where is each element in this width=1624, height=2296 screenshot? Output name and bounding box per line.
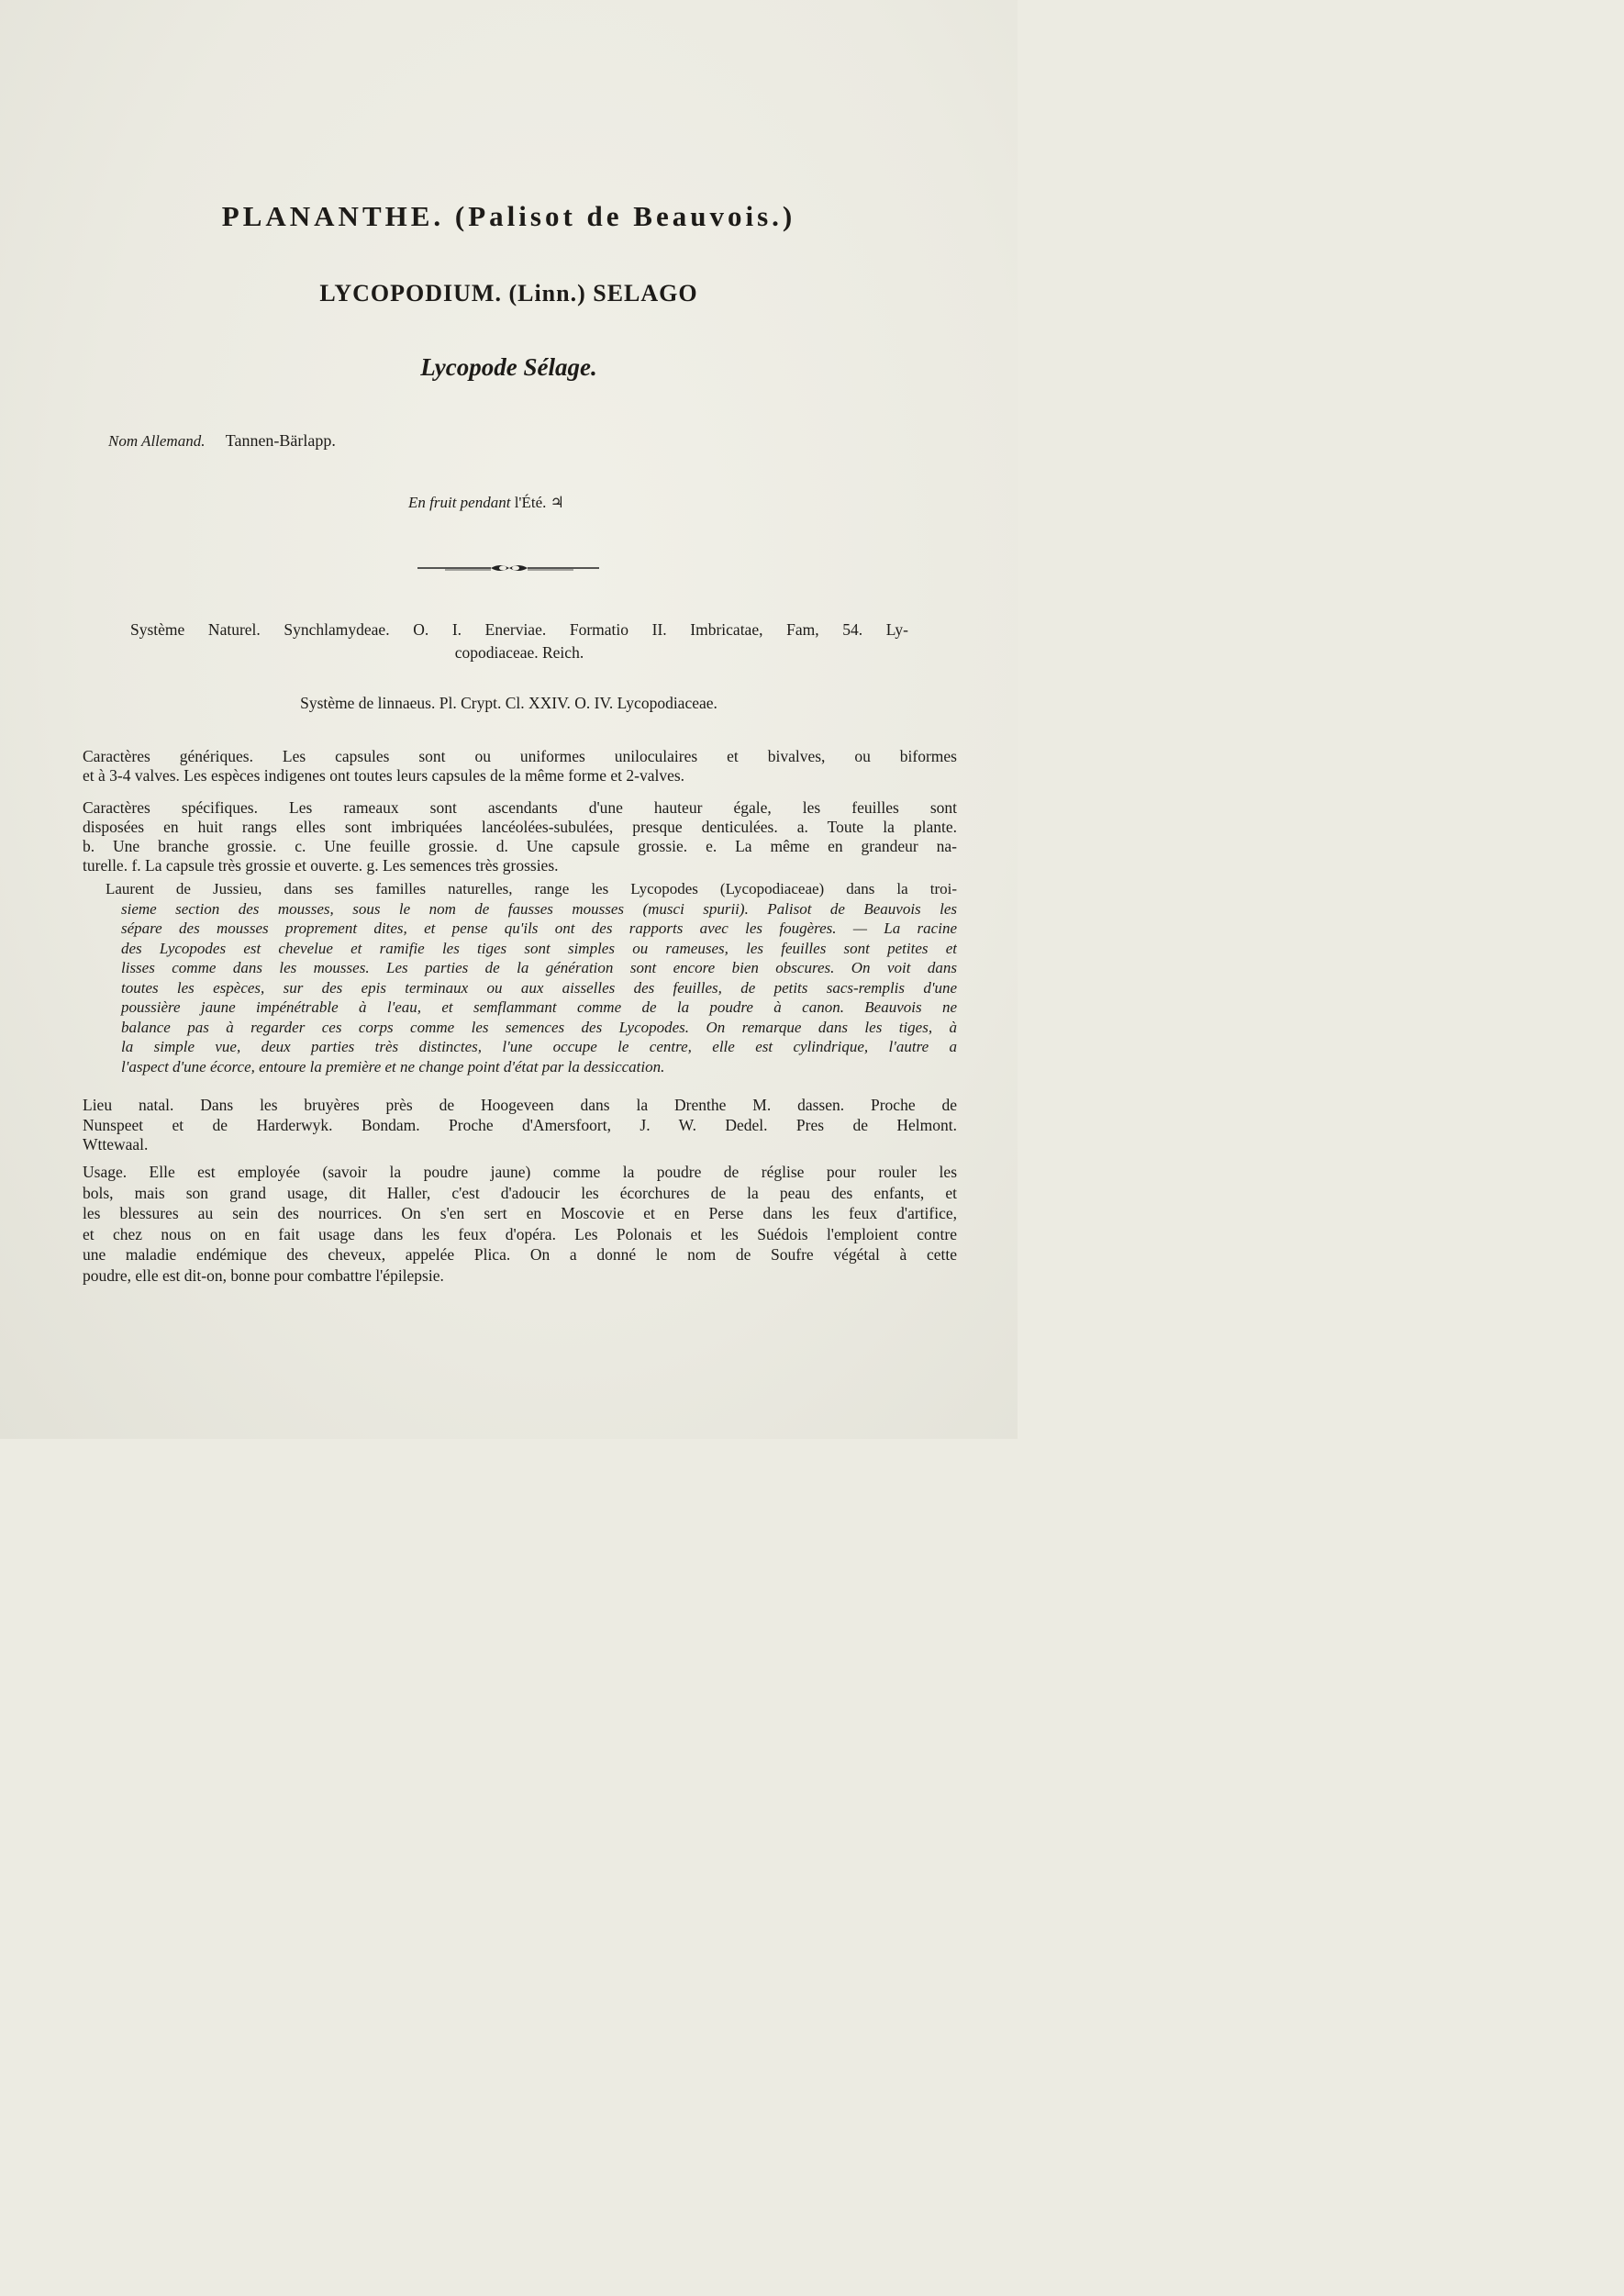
paragraph-line: la simple vue, deux parties très distinctes, l'une occupe le centre, elle est cylindrique, l'autre a <box>121 1038 957 1055</box>
fruiting-label: En fruit pendant <box>408 494 511 511</box>
system-natural-line-2: copodiaceae. Reich. <box>454 643 584 662</box>
german-name-value: Tannen-Bärlapp. <box>225 431 336 450</box>
paragraph-line: toutes les espèces, sur des epis terminaux ou aux aisselles des feuilles, de petits sacs-remplis d'une <box>121 978 957 997</box>
paragraph-line: bols, mais son grand usage, dit Haller, c'est d'adoucir les écorchures de la peau des enfants, et <box>83 1183 957 1202</box>
document-page <box>0 0 1018 1439</box>
paragraph-line: sieme section des mousses, sous le nom de fausses mousses (musci spurii). Palisot de Beauvois les <box>121 899 957 918</box>
paragraph-line: et chez nous on en fait usage dans les feux d'opéra. Les Polonais et les Suédois l'emploient contre <box>83 1224 957 1243</box>
paragraph-habitat <box>83 1096 957 1155</box>
system-linnaeus: Système de linnaeus. Pl. Crypt. Cl. XXIV. O. IV. Lycopodiaceae. <box>300 694 717 712</box>
species-heading: LYCOPODIUM. (Linn.) SELAGO <box>319 280 698 307</box>
paragraph-line: turelle. f. La capsule très grossie et ouverte. g. Les semences très grossies. <box>83 856 559 875</box>
paragraph-line: les blessures au sein des nourrices. On s'en sert en Moscovie et en Perse dans les feux d'artifice, <box>83 1204 957 1222</box>
perennial-symbol: ♃ <box>550 494 564 511</box>
page-title: PLANANTHE. (Palisot de Beauvois.) <box>221 200 796 232</box>
paragraph-usage <box>83 1162 957 1286</box>
paragraph-line: sépare des mousses proprement dites, et pense qu'ils ont des rapports avec les fougères. — La racine <box>121 920 957 937</box>
system-natural-line-1: Système Naturel. Synchlamydeae. O. I. Enerviae. Formatio II. Imbricatae, Fam, 54. Ly- <box>130 620 908 639</box>
paragraph-line: une maladie endémique des cheveux, appelée Plica. On a donné le nom de Soufre végétal à cette <box>83 1245 957 1264</box>
paragraph-line: et à 3-4 valves. Les espèces indigenes ont toutes leurs capsules de la même forme et 2-valves. <box>83 766 685 785</box>
fruiting-line <box>408 494 564 512</box>
paragraph-line: Usage. Elle est employée (savoir la poudre jaune) comme la poudre de réglise pour rouler les <box>83 1163 957 1181</box>
paragraph-line: Lieu natal. Dans les bruyères près de Hoogeveen dans la Drenthe M. dassen. Proche de <box>83 1096 957 1114</box>
common-name: Lycopode Sélage. <box>420 353 597 381</box>
paragraph-generic-characters <box>83 747 957 786</box>
paragraph-line: balance pas à regarder ces corps comme les semences des Lycopodes. On remarque dans les tiges, à <box>121 1018 957 1036</box>
paragraph-jussieu <box>106 879 957 1076</box>
german-name-line <box>108 431 336 451</box>
system-natural <box>130 620 908 663</box>
paragraph-line: Caractères spécifiques. Les rameaux sont ascendants d'une hauteur égale, les feuilles sont <box>83 798 957 817</box>
paragraph-line: disposées en huit rangs elles sont imbriquées lancéolées-subulées, presque denticulées. a. Toute la plante. <box>83 818 957 836</box>
paragraph-line: des Lycopodes est chevelue et ramifie les tiges sont simples ou rameuses, les feuilles sont petites et <box>121 939 957 957</box>
paragraph-line: poussière jaune impénétrable à l'eau, et semflammant comme de la poudre à canon. Beauvois ne <box>121 998 957 1016</box>
paragraph-specific-characters <box>83 798 957 875</box>
fruiting-value: l'Été. <box>514 494 547 511</box>
paragraph-line: poudre, elle est dit-on, bonne pour combattre l'épilepsie. <box>83 1265 444 1285</box>
paragraph-line: b. Une branche grossie. c. Une feuille grossie. d. Une capsule grossie. e. La même en grandeur na- <box>83 837 957 855</box>
paragraph-line: Nunspeet et de Harderwyk. Bondam. Proche d'Amersfoort, J. W. Dedel. Pres de Helmont. <box>83 1115 957 1134</box>
decorative-rule-icon <box>417 558 601 582</box>
paragraph-line: Wttewaal. <box>83 1135 149 1154</box>
paragraph-line: lisses comme dans les mousses. Les parties de la génération sont encore bien obscures. On voit dans <box>121 959 957 976</box>
paragraph-line: l'aspect d'une écorce, entoure la première et ne change point d'état par la dessiccation. <box>121 1057 665 1076</box>
paragraph-line: Laurent de Jussieu, dans ses familles naturelles, range les Lycopodes (Lycopodiaceae) dans la troi- <box>106 880 957 897</box>
german-name-label: Nom Allemand. <box>108 432 206 450</box>
paragraph-line: Caractères génériques. Les capsules sont ou uniformes uniloculaires et bivalves, ou biformes <box>83 747 957 765</box>
